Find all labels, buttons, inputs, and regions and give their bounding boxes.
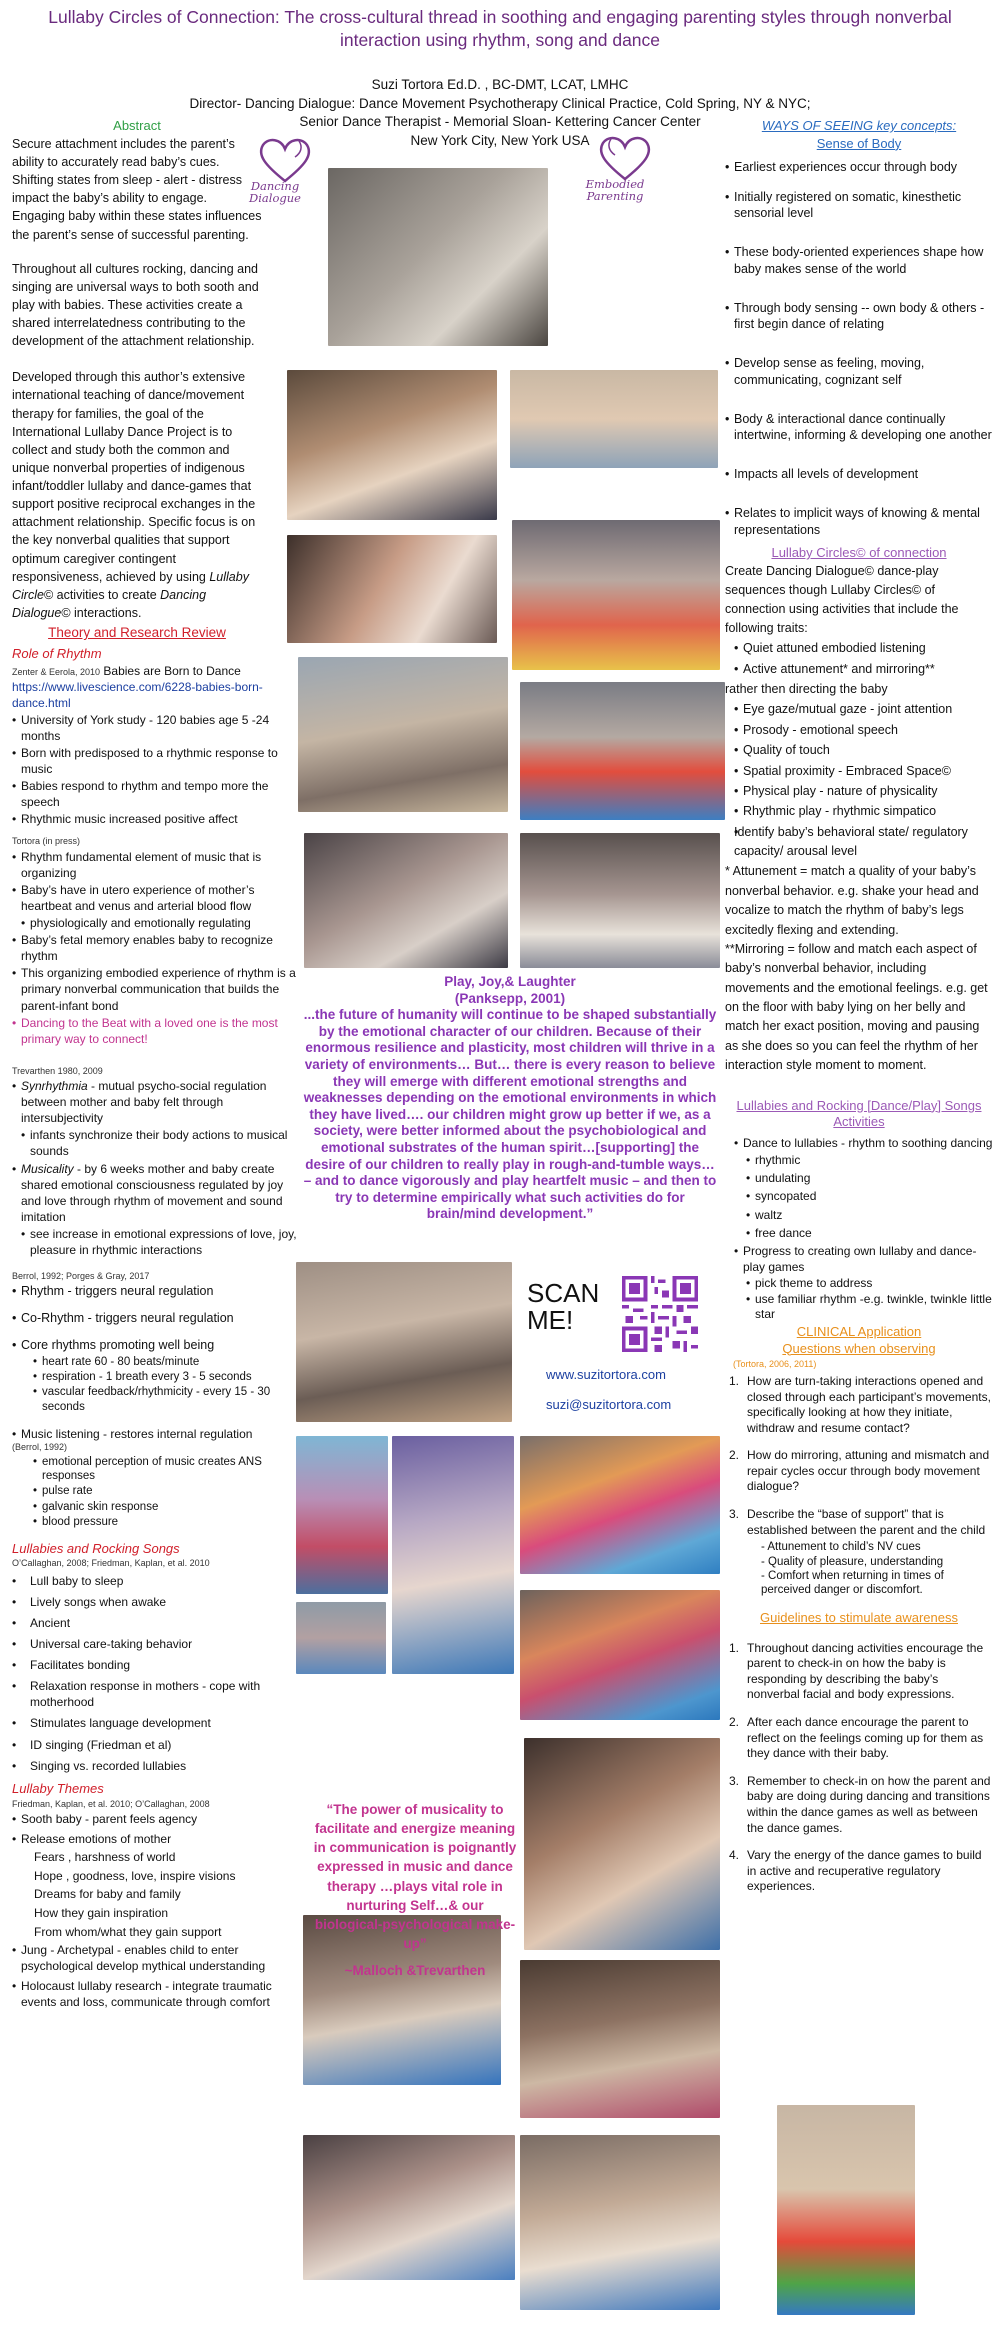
photo-parent-child-smile: [392, 1436, 514, 1674]
zenter-line: [12, 663, 297, 711]
item-number: 2.: [729, 1448, 740, 1463]
list-item: [725, 1374, 993, 1436]
abstract-block: [12, 135, 262, 622]
affiliation-1: Director- Dancing Dialogue: Dance Movement Psychotherapy Clinical Practice, Cold Spring, NY & NYC;: [189, 95, 811, 111]
list-subitem: • use familiar rhythm -e.g. twinkle, twinkle little star: [725, 1292, 993, 1322]
trevarthen-list: [12, 1078, 297, 1258]
clinical-sublist: [725, 1540, 993, 1598]
attunement-note: * Attunement = match a quality of your baby’s nonverbal behavior. e.g. shake your head and vocalize to match the rhythm of baby’s legs excitedly flexing and extending.: [725, 864, 979, 937]
qr-code-icon[interactable]: [622, 1276, 698, 1352]
item-text: After each dance encourage the parent to reflect on the feelings coming up for them as they dance with their baby.: [747, 1715, 984, 1761]
item-text: Vary the energy of the dance games to build in active and recuperative regulatory experiences.: [747, 1848, 982, 1894]
heart-logo-icon: [595, 133, 655, 183]
logo-text-left: Dancing Dialogue: [249, 178, 301, 206]
guidelines-list: [725, 1641, 993, 1895]
list-item: • This organizing embodied experience of rhythm is a primary nonverbal communication that builds the parent-infant bond: [12, 965, 297, 1013]
item-text: Throughout dancing activities encourage the parent to check-in on how the baby is responding by describing the baby’s nonverbal facial and body expressions.: [747, 1640, 984, 1702]
quote2-cite: ~Malloch &Trevarthen: [344, 1963, 486, 1979]
list-item: • Stimulates language development: [12, 1715, 297, 1731]
photo-baby-tummy-time: [520, 833, 720, 968]
clinical-cite: (Tortora, 2006, 2011): [733, 1358, 817, 1369]
item-number: 3.: [729, 1773, 740, 1788]
list-subitem: • undulating: [725, 1170, 993, 1187]
photo-mother-kiss: [524, 1738, 720, 1950]
poster-header: [0, 0, 1000, 52]
left-column: [12, 117, 297, 2011]
list-subitem: • pulse rate: [12, 1484, 297, 1498]
photo-baby-mat: [777, 2105, 915, 2315]
zenter-cite: Zenter & Eerola, 2010: [12, 666, 101, 677]
list-item: Dreams for baby and family: [34, 1887, 181, 1902]
rocking-heading: Lullabies and Rocking [Dance/Play] Songs Activities: [736, 1097, 982, 1130]
photo-upside-down: [520, 2135, 720, 2310]
ways-heading: WAYS OF SEEING key concepts:: [761, 118, 957, 133]
affiliation-2: Senior Dance Therapist - Memorial Sloan- Kettering Cancer Center: [299, 114, 701, 130]
item-number: 1.: [729, 1373, 740, 1388]
ways-list: [725, 159, 993, 539]
list-item: [12, 1161, 297, 1225]
list-subitem: • waltz: [725, 1207, 993, 1224]
themes-list-2: [12, 1942, 302, 2010]
quote1-body: ...the future of humanity will continue to be shaped substantially by the emotional character of our children. Because of their enormous resilience and plasticity, most children will thrive in a variety of environments… But… there is every reason to believe they will emerge with different emotional strengths and weaknesses depending on the emotional environments in which they have lived…. our children might grow up better if we, as a society, were better informed about the psychobiological and emotional substrates of the human spirit…[supporting] the desire of our children to really play in rough-and-tumble ways… – and to dance vigorously and play heartfelt music – and then to try to determine empirically what such activities do for brain/mind development.”: [303, 1007, 717, 1222]
synrhythmia-text: - mutual psycho-social regulation between mother and baby felt through intersubjectivity: [21, 1079, 267, 1126]
themes-cite: Friedman, Kaplan, et al. 2010; O’Callaghan, 2008: [12, 1798, 210, 1809]
circles-heading: Lullaby Circles© of connection: [771, 545, 947, 561]
list-item: • Singing vs. recorded lullabies: [12, 1758, 297, 1774]
list-item: • Co-Rhythm - triggers neural regulation: [12, 1310, 297, 1327]
item-text: How are turn-taking interactions opened and closed through each participant’s movements, specifically looking at how they initiate, withdraw and resume contact?: [747, 1373, 991, 1435]
zenter-title: Babies are Born to Dance: [100, 663, 241, 678]
songs-heading: Lullabies and Rocking Songs: [12, 1540, 180, 1556]
list-item: • Sooth baby - parent feels agency: [12, 1811, 297, 1827]
photo-baby-lying: [287, 535, 497, 643]
rocking-list: [725, 1135, 993, 1151]
list-item: • Born with predisposed to a rhythmic response to music: [12, 745, 297, 777]
list-subitem: • heart rate 60 - 80 beats/minute: [12, 1355, 297, 1369]
zenter-list: [12, 712, 297, 828]
themes-list: [12, 1811, 297, 1847]
poster-title: Lullaby Circles of Connection: The cross-cultural thread in soothing and engaging parenting styles through nonverbal interaction using rhythm, song and dance: [48, 7, 952, 50]
photo-group-mats: [512, 520, 720, 670]
trevarthen-cite: Trevarthen 1980, 2009: [12, 1065, 103, 1076]
list-item: • Dance to lullabies - rhythm to soothing dancing: [725, 1135, 993, 1151]
list-item: Hope , goodness, love, inspire visions: [34, 1868, 236, 1883]
list-item: • University of York study - 120 babies age 5 -24 months: [12, 712, 297, 744]
right-column: [725, 117, 993, 1907]
list-subitem: • see increase in emotional expressions of love, joy, pleasure in rhythmic interactions: [12, 1226, 297, 1258]
list-item: • Release emotions of mother: [12, 1831, 297, 1847]
list-item: • Identify baby’s behavioral state/ regulatory capacity/ arousal level: [725, 823, 993, 862]
abstract-p2: Throughout all cultures rocking, dancing and singing are universal ways to both sooth and play with babies. These activities create a shared interrelatedness contributing to the development of the attachment relationship.: [12, 261, 259, 349]
list-item: • Impacts all levels of development: [725, 466, 993, 483]
core-rhythms-list: [12, 1355, 297, 1415]
list-subitem: • emotional perception of music creates ANS responses: [12, 1455, 297, 1484]
list-item: • Rhythm - triggers neural regulation: [12, 1283, 297, 1300]
email-link[interactable]: suzi@suzitortora.com: [546, 1397, 672, 1412]
photo-dance-class: [296, 1262, 512, 1422]
list-item: • ID singing (Friedman et al): [12, 1737, 297, 1753]
panksepp-quote: [300, 974, 720, 1223]
list-item: • Babies respond to rhythm and tempo more the speech: [12, 778, 297, 810]
quote1-cite: (Panksepp, 2001): [454, 990, 566, 1006]
themes-plain-list: [12, 1848, 297, 1941]
songs-cite: O’Callaghan, 2008; Friedman, Kaplan, et al. 2010: [12, 1558, 210, 1569]
photo-child-floor: [303, 2135, 515, 2280]
item-number: 2.: [729, 1715, 740, 1730]
music-sublist: [12, 1455, 297, 1530]
clinical-subheading: Questions when observing: [782, 1340, 936, 1356]
list-item: • Music listening - restores internal regulation: [12, 1426, 297, 1442]
list-item: • Jung - Archetypal - enables child to enter psychological develop mythical understanding: [12, 1942, 302, 1974]
songs-list: [12, 1573, 297, 1774]
list-item: • Relates to implicit ways of knowing & mental representations: [725, 505, 993, 539]
tortora-cite: Tortora (in press): [12, 836, 81, 847]
item-number: 1.: [729, 1640, 740, 1655]
list-item: • Earliest experiences occur through body: [725, 159, 993, 176]
list-item: • Holocaust lullaby research - integrate traumatic events and loss, communicate through comfort: [12, 1978, 302, 2010]
list-item: [12, 1078, 297, 1126]
list-item: • Prosody - emotional speech: [725, 721, 993, 740]
ways-subheading: Sense of Body: [816, 135, 902, 151]
photo-dance-studio: [510, 370, 718, 468]
list-item: • Rhythm fundamental element of music that is organizing: [12, 849, 297, 881]
quote2-body: “The power of musicality to facilitate and energize meaning in communication is poignantly expressed in music and dance therapy …plays vital role in nurturing Self…& our biological-psychological make-up”: [313, 1802, 517, 1952]
abstract-p1: Secure attachment includes the parent’s ability to accurately read baby’s cues. Shifting states from sleep - alert - distress impact the baby’s ability to engage. Engaging baby within these states influences the parent’s sense of successful parenting.: [12, 136, 262, 242]
guidelines-heading: Guidelines to stimulate awareness: [760, 1609, 958, 1625]
list-item: • Quiet attuned embodied listening: [725, 639, 993, 658]
circles-list: [725, 639, 993, 679]
list-item: • Lull baby to sleep: [12, 1573, 297, 1589]
list-item: [725, 1715, 993, 1762]
list-subitem: • rhythmic: [725, 1152, 993, 1169]
list-item: [725, 1774, 993, 1836]
list-subitem: • syncopated: [725, 1188, 993, 1205]
rocking-types: [725, 1152, 993, 1241]
zenter-link[interactable]: https://www.livescience.com/6228-babies-born-dance.html: [12, 679, 263, 710]
musicality-term: Musicality: [21, 1161, 74, 1176]
list-subitem: • free dance: [725, 1225, 993, 1242]
list-item: • Lively songs when awake: [12, 1594, 297, 1610]
music-cite: (Berrol, 1992): [12, 1442, 68, 1453]
circles-rather: rather then directing the baby: [725, 682, 888, 697]
list-item: • Active attunement* and mirroring**: [725, 660, 993, 679]
list-item: • Initially registered on somatic, kinesthetic sensorial level: [725, 189, 993, 223]
list-item: • Spatial proximity - Embraced Space©: [725, 762, 993, 781]
quote1-title: Play, Joy,& Laughter: [444, 974, 576, 989]
list-item: [725, 1848, 993, 1895]
list-item: How they gain inspiration: [34, 1905, 169, 1920]
photo-mother-baby: [328, 168, 548, 346]
list-subitem: - Quality of pleasure, understanding: [761, 1555, 944, 1568]
list-item: • Relaxation response in mothers - cope with motherhood: [12, 1678, 297, 1710]
abstract-p3-d: Dancing Dialogue: [12, 587, 207, 620]
rocking-list-2: [725, 1243, 993, 1322]
abstract-p3-a: Developed through this author’s extensive international teaching of dance/movement therapy for families, the goal of the International Lullaby Dance Project is to collect and study both the common and unique nonverbal properties of indigenous infant/toddler lullaby and dance-games that support positive reciprocal exchanges in the attachment relationship. Specific focus is on the key nonverbal qualities that support optimum caregiver contingent responsiveness, achieved by using: [12, 370, 256, 584]
item-text: How do mirroring, attuning and mismatch and repair cycles occur through body movement dialogue?: [747, 1448, 990, 1494]
embodied-parenting-logo: [585, 133, 665, 203]
list-item: [725, 1448, 993, 1495]
abstract-p3: [12, 368, 262, 622]
malloch-trevarthen-quote: [312, 1800, 518, 1980]
item-text: Describe the “base of support” that is established between the parent and the child: [747, 1507, 986, 1537]
berrol-cite: Berrol, 1992; Porges & Gray, 2017: [12, 1271, 150, 1282]
musicality-text: - by 6 weeks mother and baby create shared emotional consciousness regulated by joy and love through rhythm of movement and sound imitation: [21, 1161, 284, 1224]
photo-scarf-play: [296, 1436, 388, 1594]
list-subitem: • physiologically and emotionally regulating: [12, 915, 297, 931]
tortora-list: [12, 849, 297, 1047]
item-text: Remember to check-in on how the parent and baby are doing during dancing and transitions within the dance games as well as between the dance games.: [747, 1773, 991, 1835]
clinical-heading: CLINICAL Application: [796, 1323, 922, 1339]
photo-studio-group: [298, 657, 508, 812]
abstract-p3-b: Lullaby Circle: [12, 569, 249, 602]
mirroring-note: **Mirroring = follow and match each aspect of baby’s nonverbal behavior, including movements and the emotional feelings. e.g. get on the floor with baby lying on her belly and match her exact position, moving and pausing as she does so you can feel the rhythm of her interaction style moment to moment.: [725, 941, 988, 1073]
list-item: • Rhythmic music increased positive affect: [12, 811, 297, 827]
list-item: • Facilitates bonding: [12, 1657, 297, 1673]
photo-circle-mats: [520, 682, 725, 820]
circles-intro: Create Dancing Dialogue© dance-play sequences though Lullaby Circles© of connection using activities that include the following traits:: [725, 564, 959, 635]
photo-wheelchair-scarf: [520, 1590, 720, 1720]
list-subitem: - Attunement to child’s NV cues: [761, 1541, 921, 1554]
photo-small-play: [296, 1602, 386, 1674]
website-link[interactable]: www.suzitortora.com: [546, 1367, 666, 1382]
list-subitem: • pick theme to address: [725, 1276, 993, 1291]
item-number: 4.: [729, 1848, 740, 1863]
photo-rainbow-scarf: [520, 1436, 720, 1574]
list-subitem: • infants synchronize their body actions to musical sounds: [12, 1127, 297, 1159]
abstract-heading: Abstract: [113, 118, 161, 133]
list-item: • Dancing to the Beat with a loved one is the most primary way to connect!: [12, 1015, 297, 1047]
music-list: [12, 1426, 297, 1442]
list-item: [725, 1641, 993, 1703]
list-item: • Develop sense as feeling, moving, communicating, cognizant self: [725, 355, 993, 389]
list-item: • Core rhythms promoting well being: [12, 1337, 297, 1354]
scan-me-label: SCAN ME!: [527, 1278, 600, 1336]
list-item: • Progress to creating own lullaby and dance-play games: [725, 1243, 993, 1275]
item-number: 3.: [729, 1507, 740, 1522]
list-item: • These body-oriented experiences shape how baby makes sense of the world: [725, 244, 993, 278]
circles-list-2: [725, 700, 993, 861]
abstract-p3-e: © interactions.: [61, 605, 142, 620]
abstract-p3-c: © activities to create: [43, 587, 161, 602]
clinical-list: [725, 1374, 993, 1538]
list-item: • Through body sensing -- own body & others - first begin dance of relating: [725, 300, 993, 334]
list-item: • Ancient: [12, 1615, 297, 1631]
list-item: • Body & interactional dance continually intertwine, informing & developing one another: [725, 411, 993, 445]
list-subitem: • blood pressure: [12, 1515, 297, 1529]
photo-parent-child-hug: [304, 833, 508, 968]
list-subitem: • galvanic skin response: [12, 1500, 297, 1514]
rhythm-heading: Role of Rhythm: [12, 645, 102, 661]
author-name: Suzi Tortora Ed.D. , BC-DMT, LCAT, LMHC: [371, 77, 629, 92]
list-item: • Baby’s fetal memory enables baby to recognize rhythm: [12, 932, 297, 964]
berrol-list: [12, 1283, 297, 1353]
list-item: Fears , harshness of world: [34, 1850, 176, 1865]
photo-family-floor: [287, 370, 497, 520]
logo-text-right: Embodied Parenting: [585, 176, 645, 204]
list-item: • Quality of touch: [725, 741, 993, 760]
list-item: • Rhythmic play - rhythmic simpatico: [725, 802, 993, 821]
list-item: • Universal care-taking behavior: [12, 1636, 297, 1652]
list-item: From whom/what they gain support: [34, 1924, 222, 1939]
list-subitem: • respiration - 1 breath every 3 - 5 seconds: [12, 1370, 297, 1384]
synrhythmia-term: Synrhythmia: [21, 1079, 88, 1094]
list-item: [725, 1507, 993, 1538]
photo-home-dance: [520, 1960, 720, 2118]
list-item: • Baby’s have in utero experience of mother’s heartbeat and venus and arterial blood flow: [12, 882, 297, 914]
list-item: • Eye gaze/mutual gaze - joint attention: [725, 700, 993, 719]
theory-heading: Theory and Research Review: [48, 625, 226, 641]
list-item: • Physical play - nature of physicality: [725, 782, 993, 801]
affiliation-3: New York City, New York USA: [410, 132, 590, 148]
list-subitem: - Comfort when returning in times of perceived danger or discomfort.: [761, 1570, 944, 1597]
themes-heading: Lullaby Themes: [12, 1780, 104, 1796]
list-subitem: • vascular feedback/rhythmicity - every 15 - 30 seconds: [12, 1385, 297, 1414]
